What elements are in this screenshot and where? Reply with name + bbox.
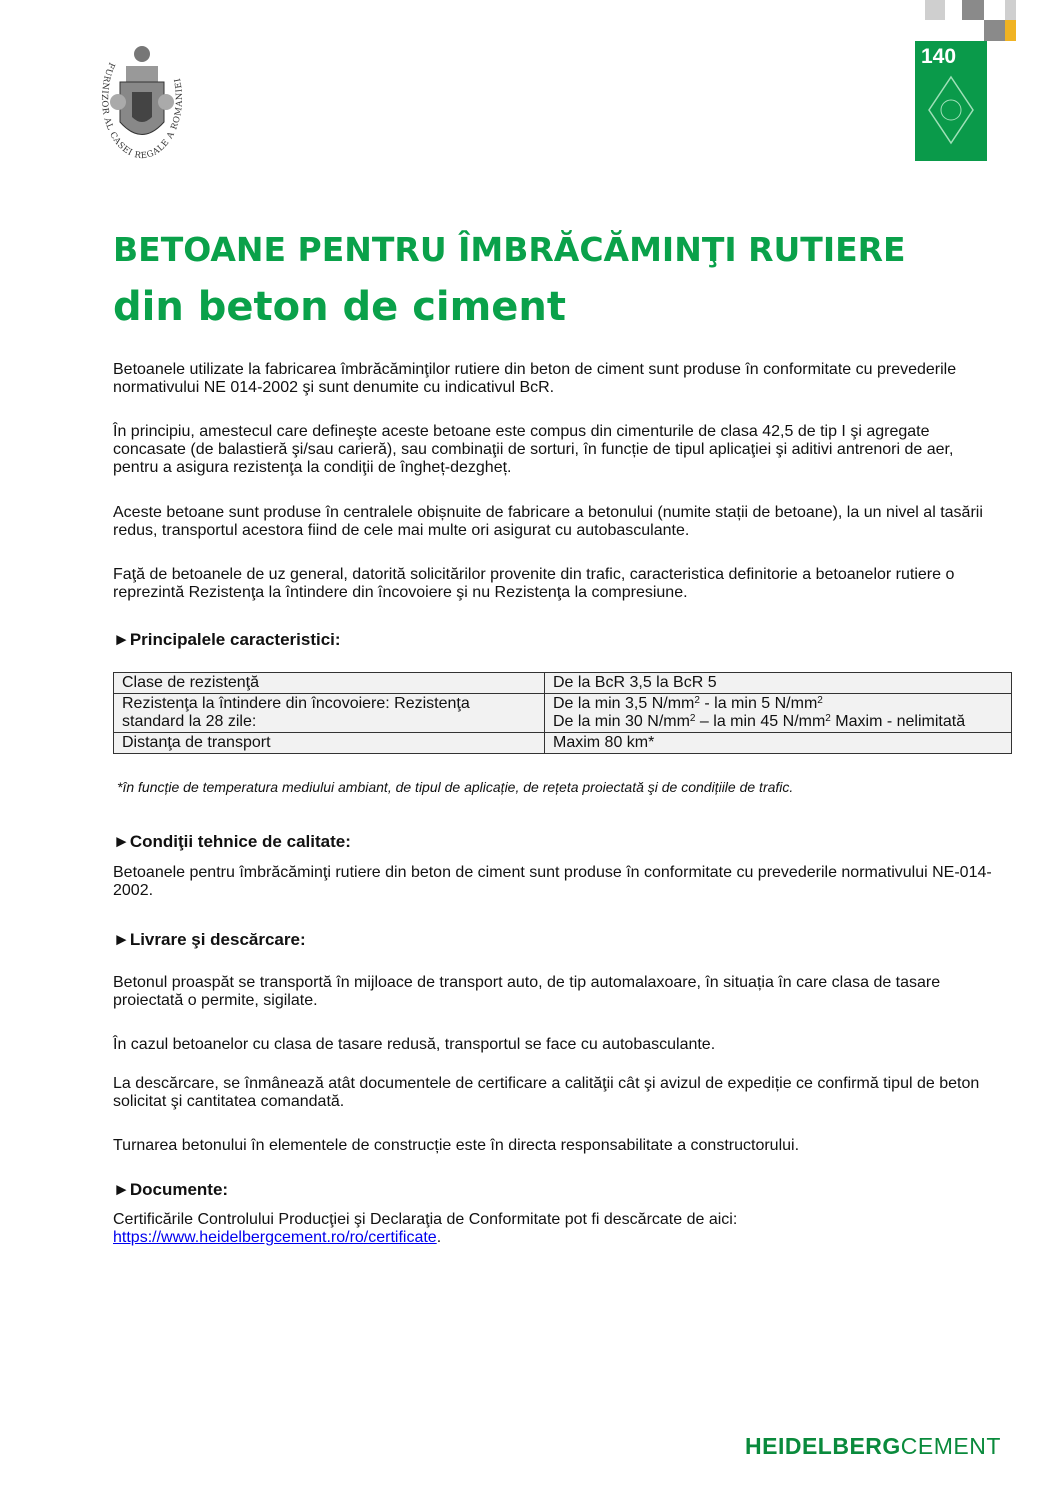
table-row [114,673,1012,694]
decor-square [962,0,984,20]
decor-square [1005,0,1016,20]
badge-number: 140 [921,45,957,68]
badge-emblem-icon [927,75,975,145]
superscript: 2 [817,695,823,706]
punctuation: . [436,1229,442,1246]
table-row [114,694,1012,733]
heidelbergcement-logo [745,1433,1001,1460]
table-row [114,733,1012,754]
table-cell: De la BcR 3,5 la BcR 5 [545,673,1012,694]
superscript: 2 [689,713,696,724]
cell-text: De la min 30 N/mm [553,713,690,730]
certificates-link[interactable]: https://www.heidelbergcement.ro/ro/certificate [113,1229,437,1246]
cell-text: – la min 45 N/mm [695,713,826,730]
table-cell: Distanţa de transport [114,733,545,754]
superscript: 2 [694,695,700,706]
table-cell [545,694,1012,733]
intro-paragraph: În principiu, amestecul care defineşte aceste betoane este compus din cimenturile de clasa 42,5 de tip I şi agregate concasate (de balastieră şi/sau carieră), sau combinaţii de sorturi, în funcție de tipul aplicaţiei şi aditivi antrenori de aer, pentru a asigura rezistenţa la condiţii de îngheț-dezgheț. [113,423,954,476]
superscript: 2 [825,713,831,724]
table-cell: Rezistenţa la întindere din încovoiere: Rezistenţa standard la 28 zile: [114,694,545,733]
intro-paragraph: Faţă de betoanele de uz general, datorită solicitărilor provenite din trafic, caracteristica definitorie a betoanelor rutiere o reprezintă Rezistenţa la întindere din încovoiere şi nu Rezistenţa la compresiune. [113,566,955,601]
section-heading-quality: ►Condiţii tehnice de calitate: [113,832,351,851]
cell-text: - la min 5 N/mm [699,695,818,712]
table-cell: Clase de rezistenţă [114,673,545,694]
section-heading-delivery: ►Livrare şi descărcare: [113,930,306,949]
decor-square [1005,20,1016,41]
table-footnote: *în funcție de temperatura mediului ambiant, de tipul de aplicație, de rețeta proiectată şi de condițiile de trafic. [117,779,794,795]
intro-paragraph: Aceste betoane sunt produse în centralele obișnuite de fabricare a betonului (numite stații de betoane), la un nivel al tasării redus, transportul acestora fiind de cele mai multe ori asigurat cu autobasculante. [113,504,983,539]
crest-text: FURNIZOR AL CASEI REGALE A ROMANIEI [98,60,186,162]
brand-light: CEMENT [900,1433,1001,1459]
delivery-paragraph: La descărcare, se înmânează atât documentele de certificare a calităţii cât şi avizul de expediție ce confirmă tipul de beton solicitat şi cantitatea comandată. [113,1075,980,1110]
title-line-2: din beton de ciment [113,284,567,330]
title-line-1: BETOANE PENTRU ÎMBRĂCĂMINŢI RUTIERE [113,230,906,269]
cell-text: De la min 3,5 N/mm [553,695,695,712]
section-heading-documents: ►Documente: [113,1180,229,1199]
royal-crest-logo [96,40,188,172]
delivery-paragraph: Turnarea betonului în elementele de construcție este în directa responsabilitate a constructorului. [113,1137,800,1154]
anniversary-badge-logo [915,41,987,161]
intro-paragraph: Betoanele utilizate la fabricarea îmbrăcăminţilor rutiere din beton de ciment sunt produse în conformitate cu prevederile normativului NE 014-2002 şi sunt denumite cu indicativul BcR. [113,361,957,396]
section-heading-characteristics: ►Principalele caracteristici: [113,630,341,649]
cell-text: Maxim - nelimitată [830,713,966,730]
delivery-paragraph: Betonul proaspăt se transportă în mijloace de transport auto, de tip automalaxoare, în situația în care clasa de tasare proiectată o permite, sigilate. [113,974,941,1009]
decor-square [984,20,1005,41]
table-cell: Maxim 80 km* [545,733,1012,754]
characteristics-table [113,672,1012,754]
delivery-paragraph: În cazul betoanelor cu clasa de tasare redusă, transportul se face cu autobasculante. [113,1036,716,1053]
quality-paragraph: Betoanele pentru îmbrăcăminţi rutiere din beton de ciment sunt produse în conformitate cu prevederile normativului NE-014-2002. [113,864,992,899]
decor-square [925,0,945,20]
documents-paragraph [113,1211,993,1247]
brand-bold: HEIDELBERG [745,1433,901,1459]
documents-text: Certificările Controlului Producţiei şi Declaraţia de Conformitate pot fi descărcate de aici: [113,1211,738,1228]
